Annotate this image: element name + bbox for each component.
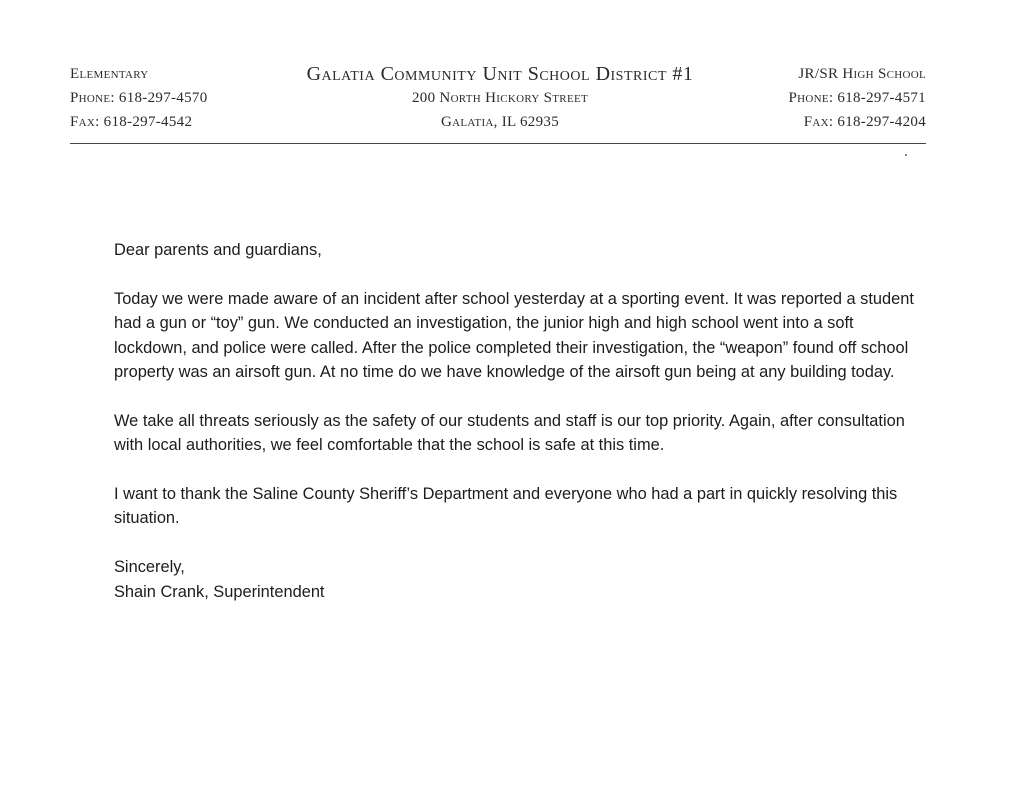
high-school-name: JR/SR High School	[798, 66, 926, 82]
closing: Sincerely,	[114, 558, 185, 577]
paragraph-incident: Today we were made aware of an incident after school yesterday at a sporting event. It was reported a student had a gun or “toy” gun. We conducted an investigation, the junior high and high school went into a soft lockdown, and police were called. After the police completed their investigation, the “weapon” found off school property was an airsoft gun. At no time do we have knowledge of the airsoft gun being at any building today.	[114, 289, 914, 382]
letterhead-elementary-block	[70, 62, 208, 134]
high-school-fax: Fax: 618-297-4204	[803, 114, 926, 130]
letterhead-divider	[70, 143, 926, 144]
district-city: Galatia, IL 62935	[441, 114, 559, 130]
high-school-phone: Phone: 618-297-4571	[788, 90, 926, 106]
letter-body	[114, 238, 914, 604]
salutation: Dear parents and guardians,	[114, 241, 322, 259]
letterhead-high-school-block	[788, 62, 926, 134]
elementary-phone: Phone: 618-297-4570	[70, 90, 208, 106]
district-street: 200 North Hickory Street	[411, 90, 588, 106]
paragraph-safety: We take all threats seriously as the safety of our students and staff is our top priority. Again, after consultation with local authorities, we feel comfortable that the school is safe at this time.	[114, 411, 905, 455]
scan-speck	[905, 154, 907, 156]
elementary-school-name: Elementary	[70, 66, 149, 82]
district-name: Galatia Community Unit School District #1	[306, 63, 694, 85]
elementary-fax: Fax: 618-297-4542	[70, 114, 193, 130]
letterhead	[70, 62, 926, 140]
paragraph-thanks: I want to thank the Saline County Sheriff’s Department and everyone who had a part in quickly resolving this situation.	[114, 485, 898, 528]
letterhead-district-block	[270, 62, 730, 134]
signature: Shain Crank, Superintendent	[114, 582, 325, 601]
